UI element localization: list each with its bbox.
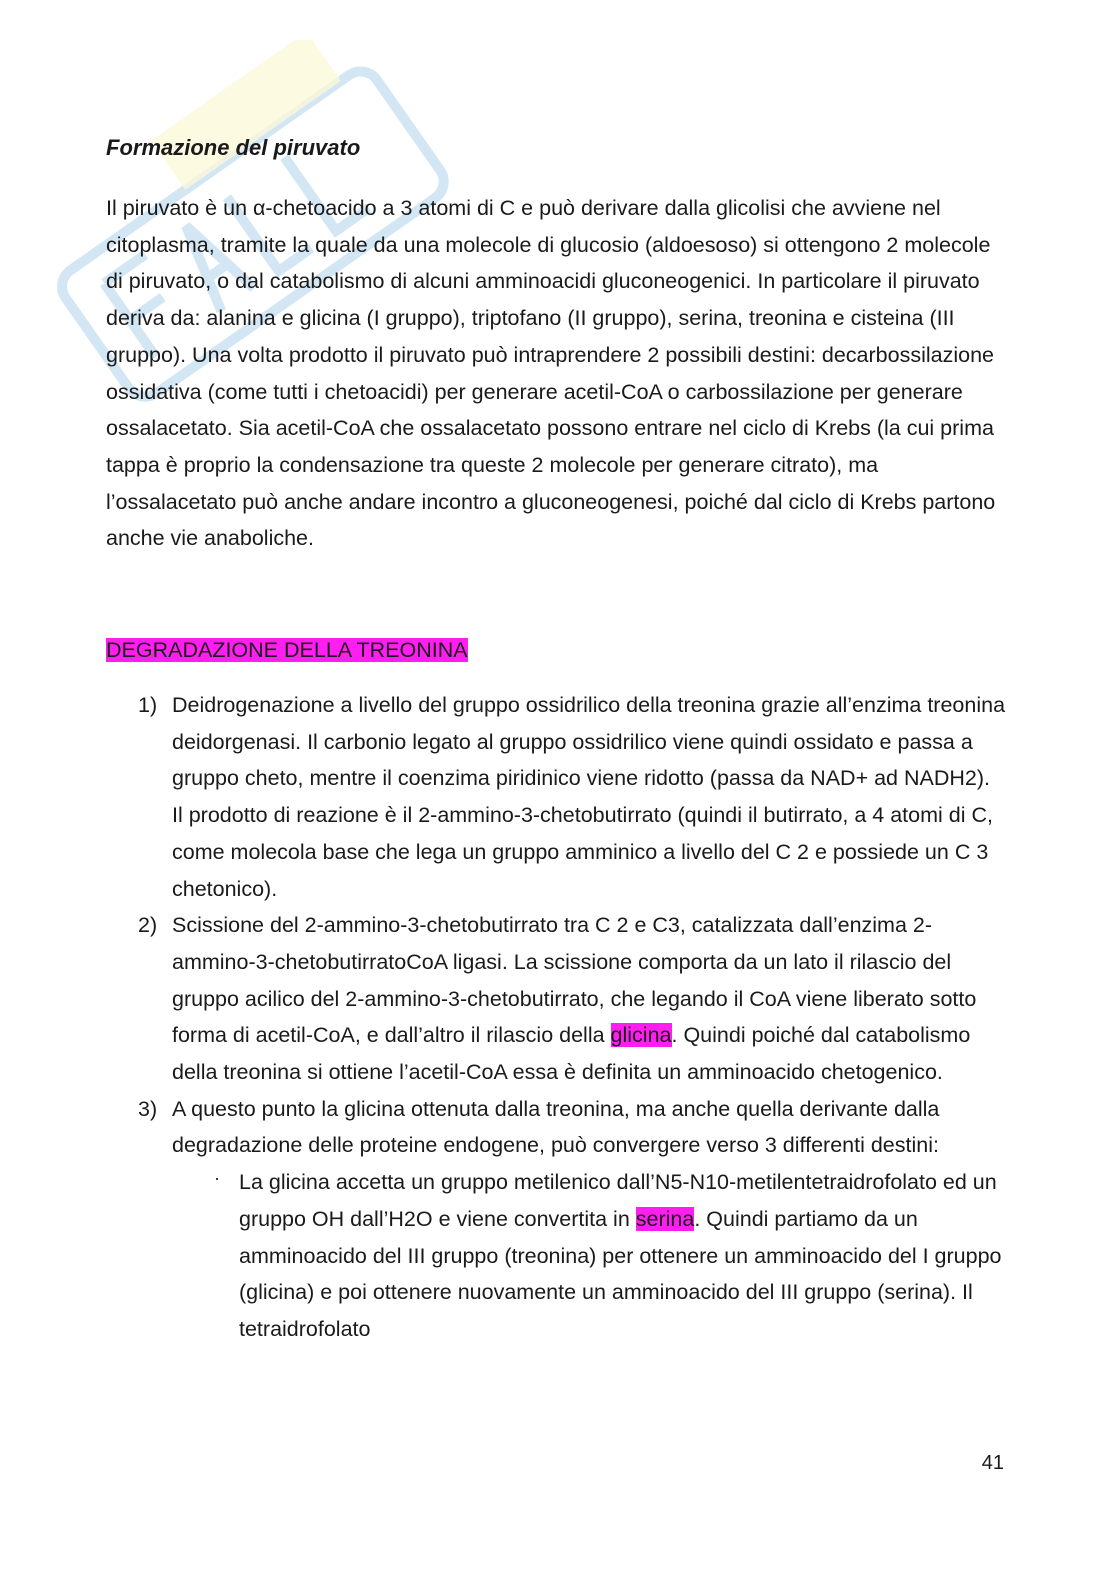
list-item: [106, 1091, 1006, 1164]
highlighted-term: serina: [635, 1206, 695, 1231]
sub-list: [106, 1164, 1006, 1348]
list-number: 2): [138, 913, 158, 938]
section-heading: [106, 635, 1006, 665]
list-item-text: Deidrogenazione a livello del gruppo ossidrilico della treonina grazie all’enzima treonina deidorgenasi. Il carbonio legato al gruppo ossidrilico viene quindi ossidato e passa a gruppo cheto, mentre il coenzima piridinico viene ridotto (passa da NAD+ ad NADH2). Il prodotto di reazione è il 2-ammino-3-chetobutirrato (quindi il butirrato, a 4 atomi di C, come molecola base che lega un gruppo amminico a livello del C 2 e possiede un C 3 chetonico).: [172, 693, 1006, 901]
paragraph-piruvato: Il piruvato è un α-chetoacido a 3 atomi di C e può derivare dalla glicolisi che avviene nel citoplasma, tramite la quale da una molecole di glucosio (aldoesoso) si ottengono 2 molecole di piruvato, o dal catabolismo di alcuni amminoacidi gluconeogenici. In particolare il piruvato deriva da: alanina e glicina (I gruppo), triptofano (II gruppo), serina, treonina e cisteina (III gruppo). Una volta prodotto il piruvato può intraprendere 2 possibili destini: decarbossilazione ossidativa (come tutti i chetoacidi) per generare acetil-CoA o carbossilazione per generare ossalacetato. Sia acetil-CoA che ossalacetato possono entrare nel ciclo di Krebs (la cui prima tappa è proprio la condensazione tra queste 2 molecole per generare citrato), ma l’ossalacetato può anche andare incontro a gluconeogenesi, poiché dal ciclo di Krebs partono anche vie anaboliche.: [106, 196, 996, 551]
page-number: 41: [981, 1452, 1004, 1474]
highlighted-term: glicina: [610, 1023, 672, 1048]
steps-list: [106, 687, 1006, 1164]
list-item-text: Scissione del 2-ammino-3-chetobutirrato tra C 2 e C3, catalizzata dall’enzima 2-ammino-3-chetobutirratoCoA ligasi. La scissione comporta da un lato il rilascio del gruppo acilico del 2-ammino-3-chetobutirrato, che legando il CoA viene liberato sotto forma di acetil-CoA, e dall’altro il rilascio della: [172, 913, 977, 1048]
bullet-icon: ·: [214, 1168, 220, 1189]
section-title: Formazione del piruvato: [106, 135, 361, 160]
list-item: [106, 907, 1006, 1091]
list-item-text: . Quindi poiché dal catabolismo della treonina si ottiene l’acetil-CoA essa è definita un amminoacido chetogenico.: [172, 1023, 971, 1085]
sub-item-text: . Quindi partiamo da un amminoacido del III gruppo (treonina) per ottenere un amminoacido del I gruppo (glicina) e poi ottenere nuovamente un amminoacido del III gruppo (serina). Il tetraidrofolato: [239, 1206, 1002, 1341]
list-item: [106, 687, 1006, 907]
list-number: 3): [138, 1096, 158, 1121]
sub-item-text: La glicina accetta un gruppo metilenico dall’N5-N10-metilentetraidrofolato ed un gruppo OH dall’H2O e viene convertita in: [239, 1170, 997, 1231]
document-page: [106, 128, 1006, 1348]
sub-list-item: [106, 1164, 1006, 1348]
list-item-text: A questo punto la glicina ottenuta dalla treonina, ma anche quella derivante dalla degradazione delle proteine endogene, può convergere verso 3 differenti destini:: [172, 1096, 940, 1158]
highlighted-heading: DEGRADAZIONE DELLA TREONINA: [106, 638, 468, 663]
list-number: 1): [138, 693, 158, 718]
